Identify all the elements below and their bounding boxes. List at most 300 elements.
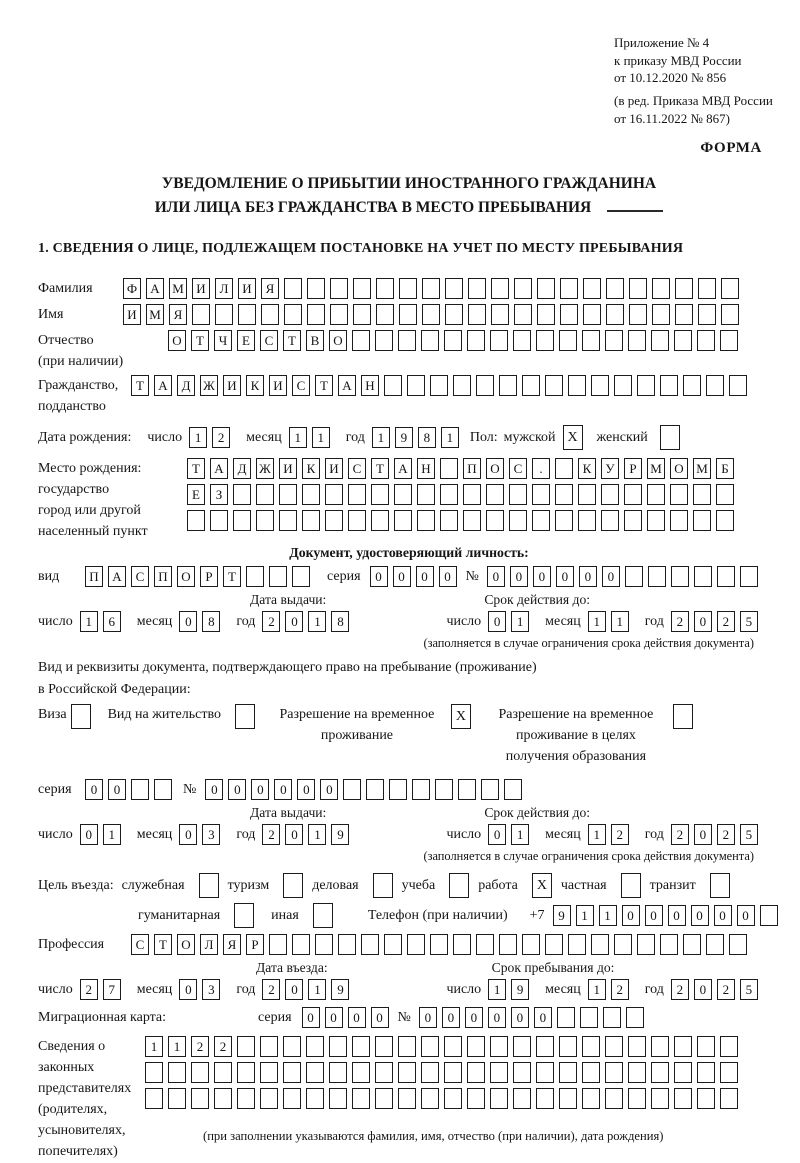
char-cell[interactable] [168, 1088, 186, 1109]
char-cell[interactable] [557, 1007, 575, 1028]
char-cell[interactable] [675, 304, 693, 325]
char-cell[interactable] [463, 510, 481, 531]
char-cell[interactable] [560, 278, 578, 299]
char-cell[interactable] [720, 1062, 738, 1083]
char-cell[interactable]: 0 [579, 566, 597, 587]
char-cell[interactable] [578, 510, 596, 531]
char-cell[interactable] [720, 1088, 738, 1109]
char-cell[interactable]: 1 [312, 427, 330, 448]
char-cell[interactable]: С [509, 458, 527, 479]
temp-residence-checkbox[interactable]: X [451, 704, 471, 729]
char-cell[interactable]: А [394, 458, 412, 479]
char-cell[interactable]: 0 [714, 905, 732, 926]
char-cell[interactable] [417, 484, 435, 505]
char-cell[interactable] [601, 484, 619, 505]
char-cell[interactable] [545, 375, 563, 396]
purpose-tourism-checkbox[interactable] [283, 873, 303, 898]
char-cell[interactable] [582, 1088, 600, 1109]
char-cell[interactable]: С [260, 330, 278, 351]
residence-issue-year-boxes[interactable] [262, 824, 354, 845]
char-cell[interactable] [279, 510, 297, 531]
char-cell[interactable] [721, 304, 739, 325]
char-cell[interactable] [729, 375, 747, 396]
sex-male-checkbox[interactable]: X [563, 425, 583, 450]
char-cell[interactable] [325, 510, 343, 531]
profession-boxes[interactable] [131, 934, 752, 955]
char-cell[interactable] [237, 1036, 255, 1057]
char-cell[interactable] [637, 375, 655, 396]
char-cell[interactable] [191, 1062, 209, 1083]
birth-day-boxes[interactable] [189, 427, 235, 448]
char-cell[interactable] [352, 1088, 370, 1109]
char-cell[interactable] [237, 1088, 255, 1109]
char-cell[interactable] [559, 1062, 577, 1083]
char-cell[interactable] [555, 458, 573, 479]
char-cell[interactable] [717, 566, 735, 587]
char-cell[interactable]: 0 [285, 979, 303, 1000]
char-cell[interactable] [536, 1088, 554, 1109]
char-cell[interactable] [614, 934, 632, 955]
char-cell[interactable]: Л [215, 278, 233, 299]
purpose-study-checkbox[interactable] [449, 873, 469, 898]
char-cell[interactable] [582, 1036, 600, 1057]
char-cell[interactable]: 0 [108, 779, 126, 800]
char-cell[interactable] [389, 779, 407, 800]
residence-valid-month-boxes[interactable] [588, 824, 634, 845]
char-cell[interactable] [513, 1036, 531, 1057]
char-cell[interactable] [624, 484, 642, 505]
char-cell[interactable]: Т [283, 330, 301, 351]
char-cell[interactable]: 0 [694, 824, 712, 845]
char-cell[interactable] [591, 934, 609, 955]
char-cell[interactable]: О [177, 566, 195, 587]
char-cell[interactable]: 0 [285, 611, 303, 632]
entry-month-boxes[interactable] [179, 979, 225, 1000]
char-cell[interactable] [394, 484, 412, 505]
char-cell[interactable] [421, 330, 439, 351]
char-cell[interactable] [536, 1062, 554, 1083]
residence-permit-checkbox[interactable] [235, 704, 255, 729]
residence-valid-day-boxes[interactable] [488, 824, 534, 845]
char-cell[interactable] [514, 304, 532, 325]
char-cell[interactable]: 2 [80, 979, 98, 1000]
char-cell[interactable]: 0 [694, 611, 712, 632]
char-cell[interactable] [467, 1062, 485, 1083]
char-cell[interactable]: 1 [588, 824, 606, 845]
char-cell[interactable] [145, 1088, 163, 1109]
char-cell[interactable]: М [647, 458, 665, 479]
char-cell[interactable] [440, 484, 458, 505]
char-cell[interactable] [343, 779, 361, 800]
char-cell[interactable]: О [168, 330, 186, 351]
char-cell[interactable]: 0 [511, 1007, 529, 1028]
char-cell[interactable]: 0 [737, 905, 755, 926]
char-cell[interactable] [670, 510, 688, 531]
char-cell[interactable]: 0 [691, 905, 709, 926]
char-cell[interactable]: 2 [671, 979, 689, 1000]
char-cell[interactable] [514, 278, 532, 299]
char-cell[interactable]: 2 [262, 824, 280, 845]
char-cell[interactable]: О [670, 458, 688, 479]
char-cell[interactable]: 1 [289, 427, 307, 448]
char-cell[interactable]: 2 [611, 979, 629, 1000]
char-cell[interactable]: 8 [331, 611, 349, 632]
char-cell[interactable] [675, 278, 693, 299]
char-cell[interactable]: И [192, 278, 210, 299]
char-cell[interactable] [660, 934, 678, 955]
char-cell[interactable] [246, 566, 264, 587]
char-cell[interactable] [509, 484, 527, 505]
char-cell[interactable]: 0 [179, 824, 197, 845]
char-cell[interactable]: П [463, 458, 481, 479]
char-cell[interactable] [292, 934, 310, 955]
char-cell[interactable] [568, 375, 586, 396]
char-cell[interactable] [537, 278, 555, 299]
char-cell[interactable]: И [123, 304, 141, 325]
char-cell[interactable] [421, 1036, 439, 1057]
char-cell[interactable]: 9 [395, 427, 413, 448]
char-cell[interactable]: 0 [274, 779, 292, 800]
purpose-private-checkbox[interactable] [621, 873, 641, 898]
char-cell[interactable]: 1 [441, 427, 459, 448]
char-cell[interactable] [348, 484, 366, 505]
char-cell[interactable] [467, 1088, 485, 1109]
stay-year-boxes[interactable] [671, 979, 763, 1000]
char-cell[interactable] [353, 304, 371, 325]
char-cell[interactable] [398, 1088, 416, 1109]
char-cell[interactable] [399, 304, 417, 325]
doc-issue-year-boxes[interactable] [262, 611, 354, 632]
char-cell[interactable]: Т [223, 566, 241, 587]
char-cell[interactable]: 0 [297, 779, 315, 800]
char-cell[interactable]: 8 [418, 427, 436, 448]
char-cell[interactable]: Т [187, 458, 205, 479]
char-cell[interactable] [545, 934, 563, 955]
char-cell[interactable] [522, 375, 540, 396]
char-cell[interactable] [559, 1036, 577, 1057]
char-cell[interactable] [626, 1007, 644, 1028]
char-cell[interactable]: А [146, 278, 164, 299]
char-cell[interactable]: 0 [487, 566, 505, 587]
char-cell[interactable] [486, 510, 504, 531]
char-cell[interactable] [444, 330, 462, 351]
char-cell[interactable]: Б [716, 458, 734, 479]
residence-issue-day-boxes[interactable] [80, 824, 126, 845]
char-cell[interactable]: 5 [740, 979, 758, 1000]
residence-series-boxes[interactable] [85, 779, 177, 800]
char-cell[interactable]: 0 [622, 905, 640, 926]
char-cell[interactable] [716, 484, 734, 505]
sex-female-checkbox[interactable] [660, 425, 680, 450]
char-cell[interactable]: 1 [189, 427, 207, 448]
birth-place-boxes-row2[interactable] [187, 484, 739, 505]
char-cell[interactable] [352, 1036, 370, 1057]
char-cell[interactable] [384, 375, 402, 396]
char-cell[interactable]: А [210, 458, 228, 479]
char-cell[interactable] [283, 1036, 301, 1057]
char-cell[interactable] [693, 484, 711, 505]
char-cell[interactable]: 0 [694, 979, 712, 1000]
char-cell[interactable]: 0 [668, 905, 686, 926]
char-cell[interactable]: 0 [556, 566, 574, 587]
char-cell[interactable]: Н [417, 458, 435, 479]
char-cell[interactable]: 7 [103, 979, 121, 1000]
char-cell[interactable] [697, 1062, 715, 1083]
char-cell[interactable]: Р [246, 934, 264, 955]
char-cell[interactable] [652, 278, 670, 299]
char-cell[interactable] [292, 566, 310, 587]
char-cell[interactable]: 0 [285, 824, 303, 845]
char-cell[interactable]: 1 [308, 824, 326, 845]
char-cell[interactable] [407, 934, 425, 955]
char-cell[interactable] [329, 1036, 347, 1057]
char-cell[interactable] [444, 1062, 462, 1083]
char-cell[interactable] [468, 304, 486, 325]
purpose-other-checkbox[interactable] [313, 903, 333, 928]
char-cell[interactable] [606, 278, 624, 299]
char-cell[interactable]: Р [200, 566, 218, 587]
char-cell[interactable] [628, 330, 646, 351]
char-cell[interactable] [580, 1007, 598, 1028]
char-cell[interactable]: 0 [439, 566, 457, 587]
char-cell[interactable]: 0 [80, 824, 98, 845]
char-cell[interactable] [214, 1062, 232, 1083]
char-cell[interactable] [407, 375, 425, 396]
char-cell[interactable] [625, 566, 643, 587]
doc-kind-boxes[interactable] [85, 566, 315, 587]
char-cell[interactable] [307, 278, 325, 299]
char-cell[interactable] [674, 330, 692, 351]
char-cell[interactable] [697, 1088, 715, 1109]
char-cell[interactable] [605, 330, 623, 351]
char-cell[interactable] [683, 934, 701, 955]
patronymic-boxes[interactable] [168, 330, 743, 351]
residence-valid-year-boxes[interactable] [671, 824, 763, 845]
char-cell[interactable] [499, 934, 517, 955]
char-cell[interactable] [697, 330, 715, 351]
char-cell[interactable]: 1 [372, 427, 390, 448]
char-cell[interactable] [233, 510, 251, 531]
char-cell[interactable]: 0 [228, 779, 246, 800]
char-cell[interactable] [628, 1036, 646, 1057]
char-cell[interactable]: 1 [488, 979, 506, 1000]
entry-year-boxes[interactable] [262, 979, 354, 1000]
char-cell[interactable]: 0 [320, 779, 338, 800]
char-cell[interactable]: 0 [370, 566, 388, 587]
char-cell[interactable] [187, 510, 205, 531]
char-cell[interactable]: 0 [442, 1007, 460, 1028]
char-cell[interactable] [361, 934, 379, 955]
char-cell[interactable]: Л [200, 934, 218, 955]
char-cell[interactable] [398, 1036, 416, 1057]
char-cell[interactable] [210, 510, 228, 531]
char-cell[interactable]: С [348, 458, 366, 479]
char-cell[interactable] [513, 330, 531, 351]
char-cell[interactable] [467, 1036, 485, 1057]
surname-boxes[interactable] [123, 278, 744, 299]
char-cell[interactable] [605, 1036, 623, 1057]
char-cell[interactable]: 1 [588, 611, 606, 632]
char-cell[interactable] [536, 330, 554, 351]
char-cell[interactable] [444, 1088, 462, 1109]
char-cell[interactable] [330, 278, 348, 299]
char-cell[interactable]: 0 [510, 566, 528, 587]
char-cell[interactable] [603, 1007, 621, 1028]
char-cell[interactable] [491, 304, 509, 325]
char-cell[interactable] [458, 779, 476, 800]
char-cell[interactable] [237, 1062, 255, 1083]
char-cell[interactable] [430, 934, 448, 955]
purpose-transit-checkbox[interactable] [710, 873, 730, 898]
temp-residence-education-checkbox[interactable] [673, 704, 693, 729]
char-cell[interactable] [430, 375, 448, 396]
given-name-boxes[interactable] [123, 304, 744, 325]
char-cell[interactable]: 0 [602, 566, 620, 587]
char-cell[interactable]: К [302, 458, 320, 479]
char-cell[interactable] [307, 304, 325, 325]
char-cell[interactable]: Т [315, 375, 333, 396]
char-cell[interactable] [269, 566, 287, 587]
char-cell[interactable] [647, 484, 665, 505]
char-cell[interactable] [674, 1036, 692, 1057]
char-cell[interactable]: . [532, 458, 550, 479]
char-cell[interactable]: 0 [488, 824, 506, 845]
char-cell[interactable] [674, 1062, 692, 1083]
char-cell[interactable]: И [269, 375, 287, 396]
char-cell[interactable]: 0 [416, 566, 434, 587]
doc-issue-month-boxes[interactable] [179, 611, 225, 632]
char-cell[interactable] [583, 278, 601, 299]
char-cell[interactable] [131, 779, 149, 800]
char-cell[interactable] [606, 304, 624, 325]
char-cell[interactable] [537, 304, 555, 325]
char-cell[interactable]: И [223, 375, 241, 396]
char-cell[interactable] [306, 1036, 324, 1057]
char-cell[interactable]: 2 [611, 824, 629, 845]
char-cell[interactable] [376, 304, 394, 325]
char-cell[interactable] [651, 1088, 669, 1109]
char-cell[interactable] [233, 484, 251, 505]
char-cell[interactable]: 0 [325, 1007, 343, 1028]
char-cell[interactable] [481, 779, 499, 800]
char-cell[interactable]: 1 [168, 1036, 186, 1057]
char-cell[interactable] [513, 1088, 531, 1109]
char-cell[interactable]: 9 [511, 979, 529, 1000]
char-cell[interactable]: 0 [179, 979, 197, 1000]
char-cell[interactable]: О [177, 934, 195, 955]
char-cell[interactable] [648, 566, 666, 587]
char-cell[interactable]: 1 [80, 611, 98, 632]
char-cell[interactable] [283, 1062, 301, 1083]
char-cell[interactable]: Т [191, 330, 209, 351]
char-cell[interactable] [624, 510, 642, 531]
char-cell[interactable]: 0 [393, 566, 411, 587]
char-cell[interactable] [683, 375, 701, 396]
char-cell[interactable]: 1 [145, 1036, 163, 1057]
char-cell[interactable] [760, 905, 778, 926]
char-cell[interactable]: В [306, 330, 324, 351]
char-cell[interactable]: 3 [202, 824, 220, 845]
char-cell[interactable]: 2 [191, 1036, 209, 1057]
char-cell[interactable]: Ф [123, 278, 141, 299]
char-cell[interactable]: Я [223, 934, 241, 955]
char-cell[interactable] [398, 1062, 416, 1083]
char-cell[interactable]: Е [237, 330, 255, 351]
char-cell[interactable]: Ж [200, 375, 218, 396]
char-cell[interactable] [384, 934, 402, 955]
char-cell[interactable] [467, 330, 485, 351]
char-cell[interactable]: 0 [465, 1007, 483, 1028]
char-cell[interactable] [490, 1062, 508, 1083]
char-cell[interactable]: А [108, 566, 126, 587]
char-cell[interactable] [504, 779, 522, 800]
char-cell[interactable]: З [210, 484, 228, 505]
char-cell[interactable] [306, 1088, 324, 1109]
char-cell[interactable]: 6 [103, 611, 121, 632]
char-cell[interactable] [284, 278, 302, 299]
char-cell[interactable] [422, 304, 440, 325]
char-cell[interactable] [629, 304, 647, 325]
char-cell[interactable] [706, 375, 724, 396]
char-cell[interactable] [652, 304, 670, 325]
char-cell[interactable] [729, 934, 747, 955]
stay-month-boxes[interactable] [588, 979, 634, 1000]
char-cell[interactable] [601, 510, 619, 531]
purpose-humanitarian-checkbox[interactable] [234, 903, 254, 928]
char-cell[interactable] [422, 278, 440, 299]
char-cell[interactable]: И [238, 278, 256, 299]
char-cell[interactable] [375, 1062, 393, 1083]
representatives-boxes-row1[interactable] [145, 1036, 743, 1057]
char-cell[interactable] [145, 1062, 163, 1083]
char-cell[interactable]: П [154, 566, 172, 587]
char-cell[interactable] [651, 330, 669, 351]
char-cell[interactable] [375, 1036, 393, 1057]
char-cell[interactable] [532, 510, 550, 531]
char-cell[interactable] [720, 330, 738, 351]
char-cell[interactable] [628, 1062, 646, 1083]
char-cell[interactable]: Р [624, 458, 642, 479]
char-cell[interactable] [513, 1062, 531, 1083]
char-cell[interactable] [674, 1088, 692, 1109]
char-cell[interactable]: Я [169, 304, 187, 325]
purpose-business-checkbox[interactable] [373, 873, 393, 898]
char-cell[interactable] [628, 1088, 646, 1109]
char-cell[interactable]: К [246, 375, 264, 396]
doc-issue-day-boxes[interactable] [80, 611, 126, 632]
char-cell[interactable] [716, 510, 734, 531]
char-cell[interactable]: 0 [85, 779, 103, 800]
char-cell[interactable] [352, 1062, 370, 1083]
birth-year-boxes[interactable] [372, 427, 464, 448]
char-cell[interactable] [306, 1062, 324, 1083]
char-cell[interactable] [417, 510, 435, 531]
char-cell[interactable]: 0 [371, 1007, 389, 1028]
char-cell[interactable] [284, 304, 302, 325]
char-cell[interactable] [536, 1036, 554, 1057]
char-cell[interactable] [532, 484, 550, 505]
char-cell[interactable]: 0 [205, 779, 223, 800]
char-cell[interactable] [279, 484, 297, 505]
char-cell[interactable] [421, 1062, 439, 1083]
char-cell[interactable] [720, 1036, 738, 1057]
char-cell[interactable]: А [338, 375, 356, 396]
char-cell[interactable]: 2 [262, 979, 280, 1000]
char-cell[interactable]: 9 [331, 979, 349, 1000]
char-cell[interactable] [476, 375, 494, 396]
char-cell[interactable] [605, 1062, 623, 1083]
char-cell[interactable] [412, 779, 430, 800]
